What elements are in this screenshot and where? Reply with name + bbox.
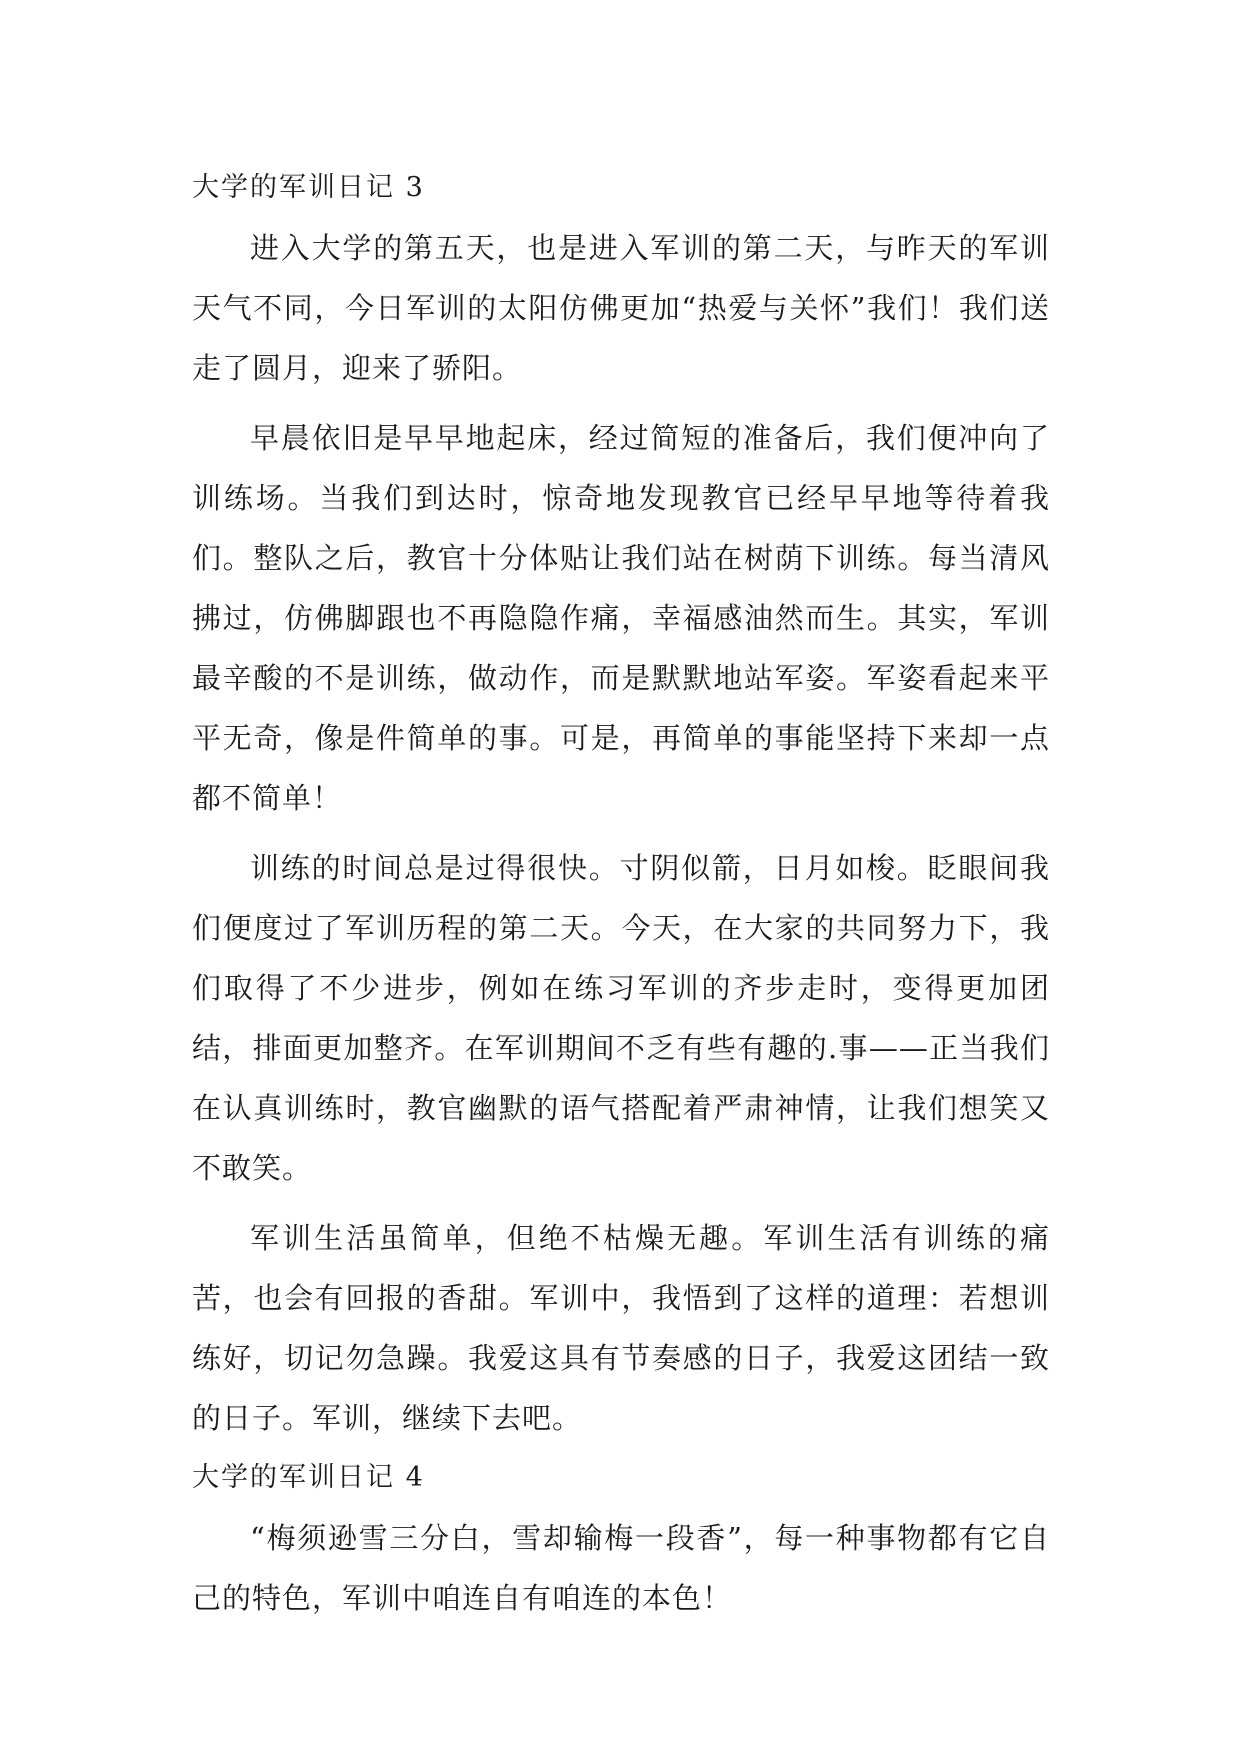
section-heading: 大学的军训日记 3 — [192, 172, 425, 203]
paragraph: 早晨依旧是早早地起床，经过简短的准备后，我们便冲向了训练场。当我们到达时，惊奇地发现教官已经早早地等待着我们。整队之后，教官十分体贴让我们站在树荫下训练。每当清风拂过，仿佛脚跟也不再隐隐作痛，幸福感油然而生。其实，军训最辛酸的不是训练，做动作，而是默默地站军姿。军姿看起来平平无奇，像是件简单的事。可是，再简单的事能坚持下来却一点都不简单！ — [192, 421, 1050, 815]
paragraph: 进入大学的第五天，也是进入军训的第二天，与昨天的军训天气不同，今日军训的太阳仿佛更加“热爱与关怀”我们！我们送走了圆月，迎来了骄阳。 — [192, 231, 1050, 385]
paragraph: 训练的时间总是过得很快。寸阴似箭，日月如梭。眨眼间我们便度过了军训历程的第二天。今天，在大家的共同努力下，我们取得了不少进步，例如在练习军训的齐步走时，变得更加团结，排面更加整齐。在军训期间不乏有些有趣的.事——正当我们在认真训练时，教官幽默的语气搭配着严肃神情，让我们想笑又不敢笑。 — [192, 851, 1050, 1185]
paragraph: “梅须逊雪三分白，雪却输梅一段香”，每一种事物都有它自己的特色，军训中咱连自有咱连的本色！ — [192, 1521, 1050, 1615]
paragraph: 军训生活虽简单，但绝不枯燥无趣。军训生活有训练的痛苦，也会有回报的香甜。军训中，我悟到了这样的道理：若想训练好，切记勿急躁。我爱这具有节奏感的日子，我爱这团结一致的日子。军训，继续下去吧。 — [192, 1221, 1050, 1435]
section-heading: 大学的军训日记 4 — [192, 1462, 425, 1493]
document-body — [192, 158, 1050, 1638]
